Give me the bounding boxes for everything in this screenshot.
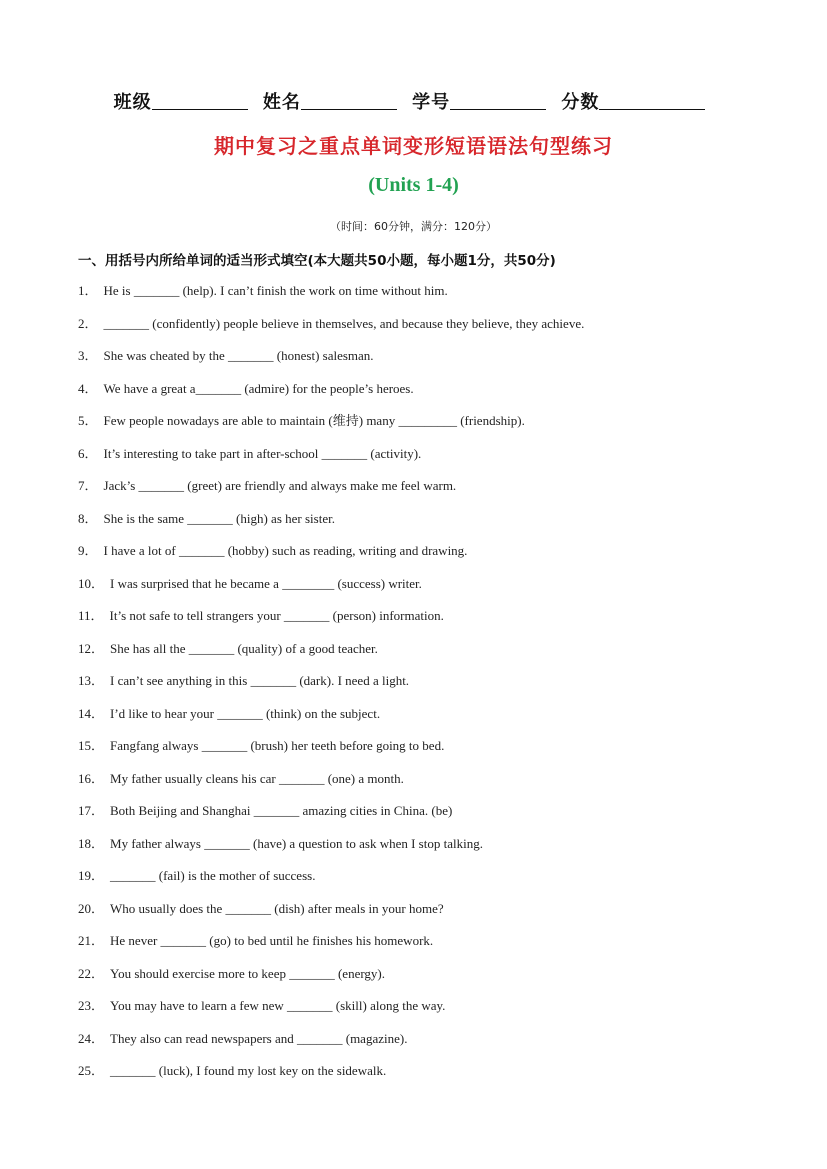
- student-info-line: [0, 88, 827, 114]
- question-item: [78, 1029, 798, 1062]
- question-number: 5．: [78, 413, 98, 428]
- question-text: My father always _______ (have) a question to ask when I stop talking.: [110, 835, 483, 851]
- question-list: [78, 281, 798, 1094]
- class-field[interactable]: [114, 92, 248, 113]
- question-item: [78, 801, 798, 834]
- question-item: [78, 411, 798, 444]
- question-number: 9．: [78, 543, 98, 558]
- page-subtitle: (Units 1-4): [368, 174, 459, 196]
- score-field[interactable]: [561, 92, 705, 113]
- question-text: Jack’s _______ (greet) are friendly and always make me feel warm.: [103, 478, 457, 493]
- id-field[interactable]: [412, 92, 546, 113]
- question-number: 23．: [78, 998, 105, 1013]
- question-text: It’s interesting to take part in after-school _______ (activity).: [103, 445, 422, 461]
- question-number: 15．: [78, 738, 105, 753]
- page-title: 期中复习之重点单词变形短语语法句型练习: [214, 134, 613, 158]
- class-blank: [152, 91, 248, 110]
- question-text: We have a great a_______ (admire) for the people’s heroes.: [103, 380, 414, 396]
- question-text: She has all the _______ (quality) of a good teacher.: [110, 640, 378, 656]
- question-text: She is the same _______ (high) as her sister.: [103, 510, 335, 526]
- question-number: 6．: [78, 445, 98, 461]
- question-number: 13．: [78, 673, 105, 688]
- question-text: _______ (luck), I found my lost key on the sidewalk.: [110, 1063, 387, 1078]
- question-item: [78, 964, 798, 997]
- question-item: [78, 834, 798, 867]
- question-number: 12．: [78, 640, 105, 656]
- id-label: 学号: [412, 92, 451, 113]
- question-item: [78, 314, 798, 347]
- question-text: My father usually cleans his car _______ (one) a month.: [110, 770, 404, 786]
- question-text: _______ (fail) is the mother of success.: [110, 868, 316, 883]
- exam-meta: （时间：60分钟，满分：120分）: [330, 220, 497, 233]
- question-number: 16．: [78, 770, 105, 786]
- question-number: 2．: [78, 315, 98, 331]
- question-item: [78, 899, 798, 932]
- class-label: 班级: [113, 92, 152, 113]
- id-blank: [450, 91, 546, 110]
- section-heading: 一、用括号内所给单词的适当形式填空(本大题共50小题，每小题1分，共50分): [78, 253, 556, 269]
- question-number: 8．: [78, 510, 98, 526]
- question-number: 22．: [78, 965, 105, 981]
- question-item: [78, 996, 798, 1029]
- question-text: Fangfang always _______ (brush) her teeth before going to bed.: [110, 738, 445, 753]
- question-number: 3．: [78, 348, 98, 363]
- question-number: 1．: [78, 283, 98, 298]
- question-number: 19．: [78, 868, 105, 883]
- question-number: 24．: [78, 1030, 105, 1046]
- question-text: I’d like to hear your _______ (think) on the subject.: [110, 705, 381, 721]
- question-item: [78, 379, 798, 412]
- question-item: [78, 574, 798, 607]
- question-item: [78, 541, 798, 574]
- question-text: Who usually does the _______ (dish) after meals in your home?: [110, 900, 444, 916]
- question-item: [78, 1061, 798, 1094]
- question-item: [78, 671, 798, 704]
- question-text: It’s not safe to tell strangers your _______ (person) information.: [109, 608, 444, 623]
- question-text: Few people nowadays are able to maintain (维持) many _________ (friendship).: [103, 413, 525, 428]
- question-item: [78, 346, 798, 379]
- question-item: [78, 606, 798, 639]
- question-number: 10．: [78, 575, 105, 591]
- question-text: They also can read newspapers and _______ (magazine).: [110, 1030, 408, 1046]
- question-item: [78, 444, 798, 477]
- question-text: She was cheated by the _______ (honest) salesman.: [103, 348, 374, 363]
- question-text: You may have to learn a few new _______ (skill) along the way.: [110, 998, 446, 1013]
- question-item: [78, 736, 798, 769]
- question-number: 21．: [78, 933, 105, 948]
- name-label: 姓名: [262, 92, 301, 113]
- question-text: He never _______ (go) to bed until he finishes his homework.: [110, 933, 434, 948]
- question-text: You should exercise more to keep _______ (energy).: [110, 965, 386, 981]
- question-text: I have a lot of _______ (hobby) such as reading, writing and drawing.: [103, 543, 468, 558]
- question-number: 7．: [78, 478, 98, 493]
- question-number: 25．: [78, 1063, 105, 1078]
- question-text: Both Beijing and Shanghai _______ amazing cities in China. (be): [110, 803, 453, 818]
- question-text: I was surprised that he became a ________ (success) writer.: [110, 575, 422, 591]
- question-item: [78, 866, 798, 899]
- question-item: [78, 931, 798, 964]
- question-number: 18．: [78, 835, 105, 851]
- question-number: 14．: [78, 705, 105, 721]
- question-item: [78, 704, 798, 737]
- question-number: 20．: [78, 900, 105, 916]
- question-text: _______ (confidently) people believe in themselves, and because they believe, they achieve.: [103, 315, 585, 331]
- score-blank: [599, 91, 705, 110]
- question-text: I can’t see anything in this _______ (dark). I need a light.: [110, 673, 410, 688]
- score-label: 分数: [561, 92, 600, 113]
- question-number: 4．: [78, 380, 98, 396]
- question-text: He is _______ (help). I can’t finish the work on time without him.: [103, 283, 448, 298]
- question-item: [78, 509, 798, 542]
- question-number: 11．: [78, 608, 104, 623]
- question-item: [78, 476, 798, 509]
- question-number: 17．: [78, 803, 105, 818]
- name-blank: [301, 91, 397, 110]
- question-item: [78, 281, 798, 314]
- name-field[interactable]: [263, 92, 397, 113]
- question-item: [78, 639, 798, 672]
- question-item: [78, 769, 798, 802]
